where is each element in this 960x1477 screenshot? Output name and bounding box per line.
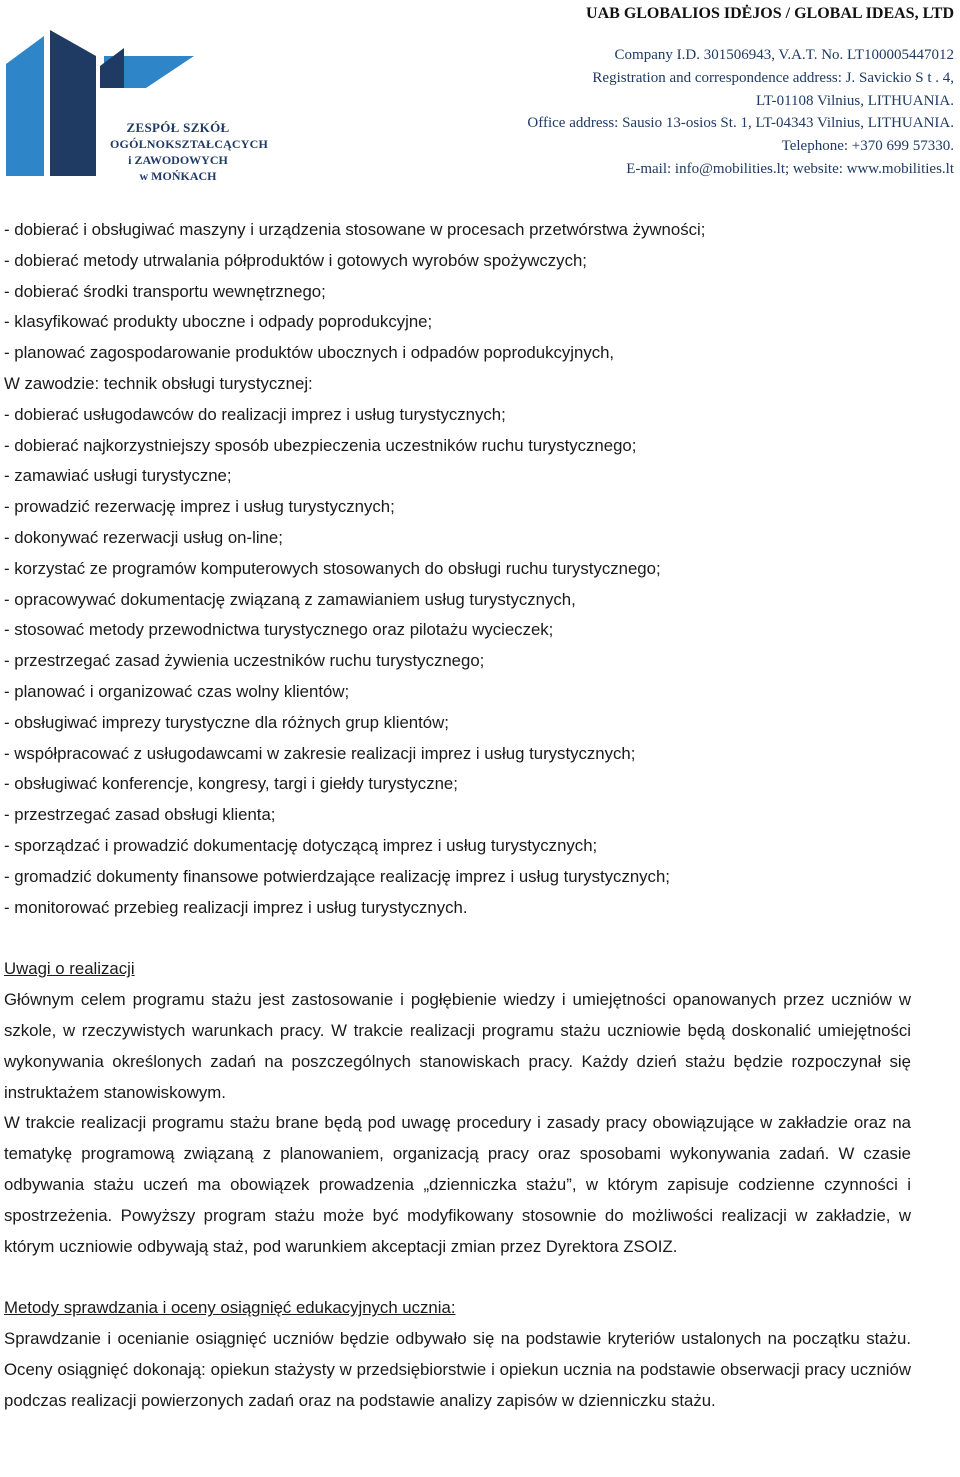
profession-heading: W zawodzie: technik obsługi turystycznej: (4, 373, 313, 393)
logo-line: w MOŃKACH (139, 169, 217, 183)
list-item: - korzystać ze programów komputerowych stosowanych do obsługi ruchu turystycznego; (4, 558, 661, 578)
list-item: - obsługiwać imprezy turystyczne dla różnych grup klientów; (4, 712, 449, 732)
list-item: - dokonywać rezerwacji usług on-line; (4, 527, 283, 547)
list-item: - dobierać środki transportu wewnętrznego; (4, 281, 326, 301)
company-line: E-mail: info@mobilities.lt; website: www.mobilities.lt (626, 160, 954, 177)
paragraph: Głównym celem programu stażu jest zastosowanie i pogłębienie wiedzy i umiejętności opanowanych przez uczniów w szkole, w rzeczywistych warunkach pracy. W trakcie realizacji programu stażu uczniowie będą doskonalić umiejętności wykonywania określonych zadań na poszczególnych stanowiskach pracy. Każdy dzień stażu będzie rozpoczynał się instruktażem stanowiskowym. (4, 990, 911, 1102)
school-logo-text (110, 120, 269, 184)
list-item: - przestrzegać zasad obsługi klienta; (4, 805, 276, 825)
paragraph: Sprawdzanie i ocenianie osiągnięć uczniów będzie odbywało się na podstawie kryteriów ustalonych na początku stażu. Oceny osiągnięć dokonają: opiekun stażysty w przedsiębiorstwie i opiekun ucznia na podstawie obserwacji pracy uczniów podczas realizacji powierzonych zadań oraz na podstawie analizy zapisów w dzienniczku stażu. (4, 1329, 911, 1410)
list-item: - prowadzić rezerwację imprez i usług turystycznych; (4, 497, 395, 517)
company-name: UAB GLOBALIOS IDĖJOS / GLOBAL IDEAS, LTD (586, 5, 954, 22)
list-item: - dobierać usługodawców do realizacji imprez i usług turystycznych; (4, 404, 506, 424)
logo-line: ZESPÓŁ SZKÓŁ (126, 120, 230, 135)
document-body (4, 215, 911, 1416)
list-item: - stosować metody przewodnictwa turystycznego oraz pilotażu wycieczek; (4, 620, 554, 640)
list-item: - opracowywać dokumentację związaną z zamawianiem usług turystycznych, (4, 589, 576, 609)
company-line: LT-01108 Vilnius, LITHUANIA. (756, 92, 954, 109)
list-item: - gromadzić dokumenty finansowe potwierdzające realizację imprez i usług turystycznych; (4, 866, 670, 886)
company-line: Office address: Sausio 13-osios St. 1, LT-04343 Vilnius, LITHUANIA. (527, 115, 954, 132)
list-item: - planować zagospodarowanie produktów ubocznych i odpadów poprodukcyjnych, (4, 343, 615, 363)
list-item: - przestrzegać zasad żywienia uczestników ruchu turystycznego; (4, 651, 485, 671)
school-logo (4, 26, 269, 184)
list-item: - dobierać i obsługiwać maszyny i urządzenia stosowane w procesach przetwórstwa żywności; (4, 220, 706, 239)
logo-line: i ZAWODOWYCH (128, 153, 228, 167)
list-item: - monitorować przebieg realizacji imprez i usług turystycznych. (4, 897, 468, 917)
list-item: - dobierać metody utrwalania półproduktów i gotowych wyrobów spożywczych; (4, 250, 587, 270)
list-item: - obsługiwać konferencje, kongresy, targi i giełdy turystyczne; (4, 774, 458, 794)
list-item: - klasyfikować produkty uboczne i odpady poprodukcyjne; (4, 312, 433, 332)
list-item: - dobierać najkorzystniejszy sposób ubezpieczenia uczestników ruchu turystycznego; (4, 435, 637, 455)
company-line: Registration and correspondence address: J. Savickio S t . 4, (592, 69, 954, 86)
section-heading-metody: Metody sprawdzania i oceny osiągnięć edukacyjnych ucznia: (4, 1298, 456, 1318)
paragraph: W trakcie realizacji programu stażu brane będą pod uwagę procedury i zasady pracy obowiązujące w zakładzie oraz na tematykę programową związaną z planowaniem, organizacją pracy oraz sposobami wykonywania zadań. W czasie odbywania stażu uczeń ma obowiązek prowadzenia „dzienniczka stażu”, w którym zapisuje codzienne czynności i spostrzeżenia. Powyższy program stażu może być modyfikowany stosownie do możliwości realizacji w zakładzie, w którym uczniowie odbywają staż, pod warunkiem akceptacji zmian przez Dyrektora ZSOIZ. (4, 1113, 911, 1256)
company-line: Company I.D. 301506943, V.A.T. No. LT100005447012 (614, 47, 954, 63)
section-heading-uwagi: Uwagi o realizacji (4, 959, 135, 979)
company-info (527, 3, 954, 181)
list-item: - planować i organizować czas wolny klientów; (4, 681, 350, 701)
list-item: - zamawiać usługi turystyczne; (4, 466, 232, 486)
company-line: Telephone: +370 699 57330. (781, 138, 954, 155)
list-item: - współpracować z usługodawcami w zakresie realizacji imprez i usług turystycznych; (4, 743, 636, 763)
logo-line: OGÓLNOKSZTAŁCĄCYCH (110, 137, 269, 151)
list-item: - sporządzać i prowadzić dokumentację dotyczącą imprez i usług turystycznych; (4, 835, 598, 855)
